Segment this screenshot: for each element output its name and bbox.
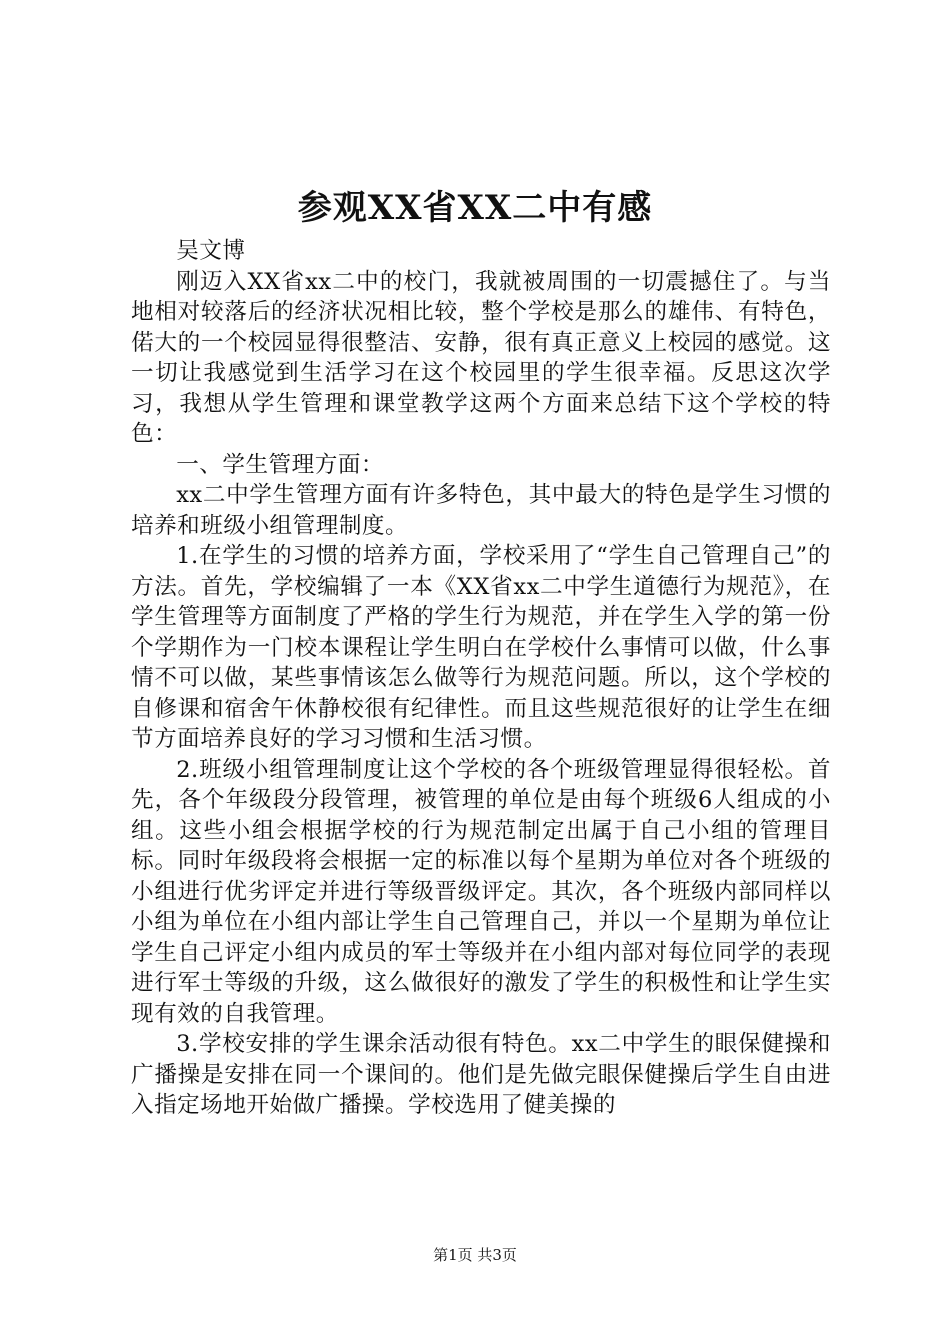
paragraph-item-3: 3.学校安排的学生课余活动很有特色。xx二中学生的眼保健操和广播操是安排在同一个课间的。他们是先做完眼保健操后学生自由进入指定场地开始做广播操。学校选用了健美操的 <box>131 1031 831 1118</box>
paragraph-intro: 刚迈入XX省xx二中的校门，我就被周围的一切震撼住了。与当地相对较落后的经济状况相比较，整个学校是那么的雄伟、有特色，偌大的一个校园显得很整洁、安静，很有真正意义上校园的感觉。这一切让我感觉到生活学习在这个校园里的学生很幸福。反思这次学习，我想从学生管理和课堂教学这两个方面来总结下这个学校的特色： <box>131 268 831 447</box>
document-title: 参观XX省XX二中有感 <box>297 188 653 228</box>
document-body <box>131 236 831 1121</box>
paragraph-item-2: 2.班级小组管理制度让这个学校的各个班级管理显得很轻松。首先，各个年级段分段管理，被管理的单位是由每个班级6人组成的小组。这些小组会根据学校的行为规范制定出属于自己小组的管理目标。同时年级段将会根据一定的标准以每个星期为单位对各个班级的小组进行优劣评定并进行等级晋级评定。其次，各个班级内部同样以小组为单位在小组内部让学生自己管理自己，并以一个星期为单位让学生自己评定小组内成员的军士等级并在小组内部对每位同学的表现进行军士等级的升级，这么做很好的激发了学生的积极性和让学生实现有效的自我管理。 <box>131 756 831 1027</box>
paragraph-overview: xx二中学生管理方面有许多特色，其中最大的特色是学生习惯的培养和班级小组管理制度。 <box>131 482 831 539</box>
author-line: 吴文博 <box>176 238 246 264</box>
section-heading: 一、学生管理方面： <box>176 451 385 478</box>
paragraph-item-1: 1.在学生的习惯的培养方面，学校采用了“学生自己管理自己”的方法。首先，学校编辑了一本《XX省xx二中学生道德行为规范》，在学生管理等方面制度了严格的学生行为规范，并在学生入学的第一份个学期作为一门校本课程让学生明白在学校什么事情可以做，什么事情不可以做，某些事情该怎么做等行为规范问题。所以，这个学校的自修课和宿舍午休静校很有纪律性。而且这些规范很好的让学生在细节方面培养良好的学习习惯和生活习惯。 <box>131 543 831 752</box>
page-number-footer: 第1页 共3页 <box>433 1246 517 1264</box>
